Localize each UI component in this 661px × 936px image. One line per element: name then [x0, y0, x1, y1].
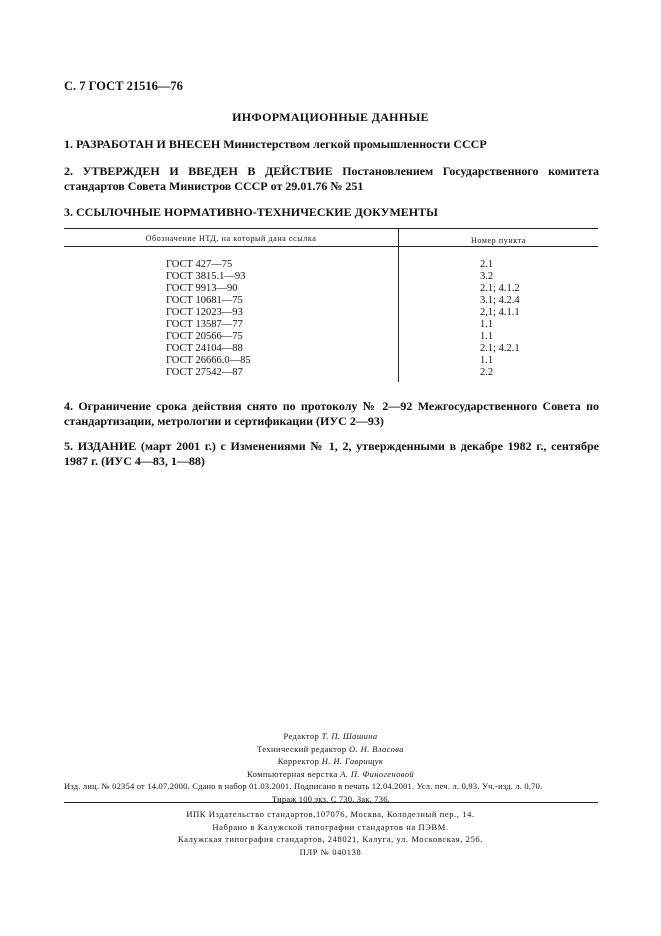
credit-role: Редактор — [283, 731, 320, 741]
printing-line: ПЛР № 040138 — [299, 846, 362, 857]
credit-role: Технический редактор — [257, 743, 347, 754]
credit-layout — [0, 768, 661, 781]
item-lead: ИЗДАНИЕ — [77, 439, 137, 453]
table-header-rule — [64, 246, 598, 247]
item-text: Министерством легкой промышленности СССР — [223, 137, 487, 151]
printing-line: ИПК Издательство стандартов,107076, Москва, Колодезный пер., 14. — [186, 809, 475, 819]
printing-line: Калужская типография стандартов, 248021, Калуга, ул. Московская, 256. — [177, 834, 483, 844]
table-row-doc: ГОСТ 13587—77 — [166, 319, 243, 330]
item-text: (март 2001 г.) с Изменениями № 1, 2, утвержденными в декабре 1982 г., сентябре 1987 г. (ИУС 4—83, 1—88) — [64, 439, 600, 468]
item-text: Ограничение срока действия снято по протоколу № 2—92 Межгосударственного Совета по стандартизации, метрологии и сертификации (ИУС 2—93) — [64, 399, 599, 428]
credit-role: Компьютерная верстка — [246, 768, 338, 779]
table-row-clause: 1.1 — [480, 331, 494, 342]
column-header-document: Обозначение НТД, на который дана ссылка — [145, 234, 317, 243]
item-approved — [64, 164, 599, 194]
item-lead: РАЗРАБОТАН И ВНЕСЕН — [76, 137, 221, 151]
item-lead: УТВЕРЖДЕН И ВВЕДЕН В ДЕЙСТВИЕ — [82, 164, 333, 178]
printing-line: Набрано в Калужской типографии стандартов на ПЭВМ. — [212, 821, 449, 832]
table-row-clause: 3.1; 4.2.4 — [480, 295, 520, 306]
item-number: 5. — [64, 439, 73, 453]
item-number: 2. — [64, 164, 73, 178]
item-term-limit — [64, 399, 599, 429]
table-row-doc: ГОСТ 24104—88 — [166, 343, 243, 354]
table-row-clause: 2.1; 4.1.2 — [480, 283, 520, 294]
table-row-doc: ГОСТ 12023—93 — [166, 307, 243, 318]
item-references — [64, 205, 599, 220]
footer-rule — [64, 802, 598, 803]
table-row-clause: 2.2 — [480, 367, 494, 378]
credit-name: О. Н. Власова — [349, 743, 404, 754]
printing-info — [0, 808, 661, 858]
item-lead: ССЫЛОЧНЫЕ НОРМАТИВНО-ТЕХНИЧЕСКИЕ ДОКУМЕНТЫ — [76, 205, 438, 219]
credit-proofreader — [0, 755, 661, 768]
credit-name: А. П. Финогеновой — [340, 768, 415, 779]
table-row-clause: 1.1 — [480, 319, 494, 330]
table-row-clause: 2.1; 4.2.1 — [480, 343, 520, 354]
credit-role: Корректор — [277, 756, 320, 766]
credit-name: Т. П. Шашина — [321, 731, 378, 741]
column-header-clause: Номер пункта — [471, 236, 526, 245]
table-row-doc: ГОСТ 20566—75 — [166, 331, 243, 342]
section-title: ИНФОРМАЦИОННЫЕ ДАННЫЕ — [232, 110, 429, 124]
page-header: С. 7 ГОСТ 21516—76 — [64, 79, 183, 93]
document-column — [166, 259, 251, 379]
publication-line-2: Тираж 100 экз. С 730. Зак. 736. — [272, 793, 390, 804]
table-row-clause: 2.1 — [480, 259, 494, 270]
table-row-doc: ГОСТ 3815.1—93 — [166, 271, 246, 282]
item-number: 1. — [64, 137, 73, 151]
table-column-divider — [398, 228, 399, 382]
table-row-clause: 2,1; 4.1.1 — [480, 307, 520, 318]
credit-tech-editor — [0, 743, 661, 756]
item-edition — [64, 439, 599, 469]
clause-column — [480, 259, 520, 379]
item-text: Постановлением Государственного комитета стандартов Совета Министров СССР от 29.01.76 № 251 — [64, 164, 599, 193]
table-row-doc: ГОСТ 27542—87 — [166, 367, 243, 378]
table-row-doc: ГОСТ 427—75 — [166, 259, 233, 270]
credit-name: Н. И. Гаврищук — [321, 756, 384, 766]
editorial-credits — [0, 730, 661, 780]
table-row-clause: 3.2 — [480, 271, 494, 282]
item-number: 4. — [64, 399, 73, 413]
credit-editor — [0, 730, 661, 743]
item-developed — [64, 137, 599, 152]
table-row-clause: 1.1 — [480, 355, 494, 366]
references-table — [64, 228, 598, 382]
publication-line-1: Изд. лиц. № 02354 от 14.07.2000. Сдано в набор 01.03.2001. Подписано в печать 12.04.2001. Усл. печ. л. 0,93. Уч.-изд. л. 0,70. — [64, 781, 543, 791]
table-row-doc: ГОСТ 10681—75 — [166, 295, 243, 306]
table-top-rule — [64, 228, 598, 229]
table-row-doc: ГОСТ 9913—90 — [166, 283, 238, 294]
table-row-doc: ГОСТ 26666.0—85 — [166, 355, 251, 366]
item-number: 3. — [64, 205, 73, 219]
